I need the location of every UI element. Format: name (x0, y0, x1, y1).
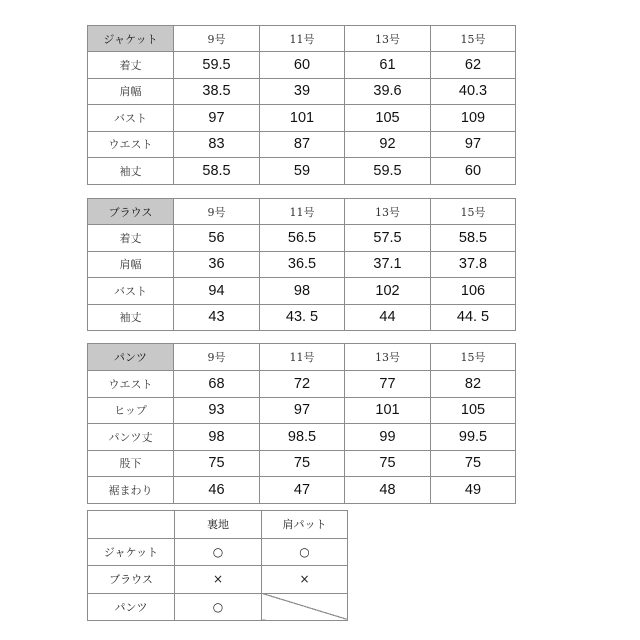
table-header-row (88, 344, 516, 371)
row-label: 袖丈 (88, 158, 174, 185)
table-cell: 105 (431, 397, 516, 424)
row-label: 着丈 (88, 52, 174, 79)
table-header-row (88, 26, 516, 52)
table-cell: 56 (174, 225, 260, 252)
table-cell: 44. 5 (431, 304, 516, 331)
table-cell: 36.5 (260, 251, 345, 278)
table-cell: 94 (174, 278, 260, 305)
table-row (88, 251, 516, 278)
table-cell: 99 (345, 424, 431, 451)
table-cell: 39.6 (345, 78, 431, 105)
table-cell: 98 (260, 278, 345, 305)
table-cell: 97 (260, 397, 345, 424)
size-header: 15号 (431, 199, 516, 225)
table-cell: ○ (262, 538, 348, 566)
table-cell: 99.5 (431, 424, 516, 451)
table-cell: ○ (175, 538, 262, 566)
table-row (88, 397, 516, 424)
row-label: 肩幅 (88, 251, 174, 278)
table-cell: 109 (431, 105, 516, 132)
size-header: 13号 (345, 199, 431, 225)
table-row (88, 566, 348, 594)
table-cell: × (262, 566, 348, 594)
row-label: ジャケット (88, 538, 175, 566)
table-row (88, 371, 516, 398)
table-cell: 106 (431, 278, 516, 305)
table-header-row (88, 511, 348, 539)
row-label: 着丈 (88, 225, 174, 252)
row-label: ウエスト (88, 371, 174, 398)
table-cell: 75 (431, 450, 516, 477)
size-header: 15号 (431, 344, 516, 371)
table-row (88, 477, 516, 504)
table-cell: 58.5 (431, 225, 516, 252)
table-row (88, 538, 348, 566)
table-row (88, 52, 516, 79)
table-cell: 37.8 (431, 251, 516, 278)
row-label: ウエスト (88, 131, 174, 158)
table-cell: 98 (174, 424, 260, 451)
table-cell: 43 (174, 304, 260, 331)
table-cell: 49 (431, 477, 516, 504)
table-cell: 105 (345, 105, 431, 132)
size-header: 11号 (260, 344, 345, 371)
table-row (88, 278, 516, 305)
table-row (88, 105, 516, 132)
table-cell: 56.5 (260, 225, 345, 252)
size-header: 9号 (174, 26, 260, 52)
features-table (87, 510, 348, 621)
table-corner-label (88, 511, 175, 539)
table-cell: 36 (174, 251, 260, 278)
row-label: ヒップ (88, 397, 174, 424)
row-label: パンツ丈 (88, 424, 174, 451)
table-cell: 68 (174, 371, 260, 398)
feature-header-shoulder-pad: 肩パット (262, 511, 348, 539)
row-label: 肩幅 (88, 78, 174, 105)
size-header: 9号 (174, 344, 260, 371)
table-cell: 58.5 (174, 158, 260, 185)
table-row (88, 593, 348, 621)
table-cell: 37.1 (345, 251, 431, 278)
table-cell: 57.5 (345, 225, 431, 252)
row-label: 股下 (88, 450, 174, 477)
table-cell: 47 (260, 477, 345, 504)
table-cell: 87 (260, 131, 345, 158)
size-header: 13号 (345, 26, 431, 52)
size-header: 9号 (174, 199, 260, 225)
jacket-size-table (87, 25, 516, 185)
table-cell: 46 (174, 477, 260, 504)
table-cell: 102 (345, 278, 431, 305)
table-cell: 40.3 (431, 78, 516, 105)
table-cell: × (175, 566, 262, 594)
table-cell: 43. 5 (260, 304, 345, 331)
row-label: バスト (88, 105, 174, 132)
table-row (88, 78, 516, 105)
table-cell: 59.5 (345, 158, 431, 185)
table-cell: 59.5 (174, 52, 260, 79)
table-cell: 61 (345, 52, 431, 79)
table-row (88, 131, 516, 158)
pants-size-table (87, 343, 516, 504)
table-row (88, 450, 516, 477)
table-cell: ○ (175, 593, 262, 621)
table-cell: 72 (260, 371, 345, 398)
not-applicable-cell (262, 593, 348, 621)
row-label: バスト (88, 278, 174, 305)
table-cell: 97 (431, 131, 516, 158)
row-label: パンツ (88, 593, 175, 621)
table-cell: 62 (431, 52, 516, 79)
size-header: 13号 (345, 344, 431, 371)
blouse-size-table (87, 198, 516, 331)
table-cell: 38.5 (174, 78, 260, 105)
table-cell: 92 (345, 131, 431, 158)
table-row (88, 158, 516, 185)
table-cell: 93 (174, 397, 260, 424)
table-row (88, 225, 516, 252)
size-header: 15号 (431, 26, 516, 52)
table-cell: 101 (260, 105, 345, 132)
table-row (88, 424, 516, 451)
table-cell: 77 (345, 371, 431, 398)
table-corner-label: ジャケット (88, 26, 174, 52)
table-cell: 82 (431, 371, 516, 398)
table-cell: 44 (345, 304, 431, 331)
size-header: 11号 (260, 26, 345, 52)
table-cell: 60 (431, 158, 516, 185)
feature-header-lining: 裏地 (175, 511, 262, 539)
row-label: ブラウス (88, 566, 175, 594)
table-cell: 75 (260, 450, 345, 477)
row-label: 裾まわり (88, 477, 174, 504)
row-label: 袖丈 (88, 304, 174, 331)
table-cell: 48 (345, 477, 431, 504)
size-header: 11号 (260, 199, 345, 225)
table-corner-label: ブラウス (88, 199, 174, 225)
table-cell: 60 (260, 52, 345, 79)
table-cell: 75 (345, 450, 431, 477)
table-cell: 39 (260, 78, 345, 105)
table-cell: 97 (174, 105, 260, 132)
table-cell: 83 (174, 131, 260, 158)
table-cell: 98.5 (260, 424, 345, 451)
table-cell: 75 (174, 450, 260, 477)
table-cell: 59 (260, 158, 345, 185)
table-row (88, 304, 516, 331)
table-header-row (88, 199, 516, 225)
table-corner-label: パンツ (88, 344, 174, 371)
table-cell: 101 (345, 397, 431, 424)
